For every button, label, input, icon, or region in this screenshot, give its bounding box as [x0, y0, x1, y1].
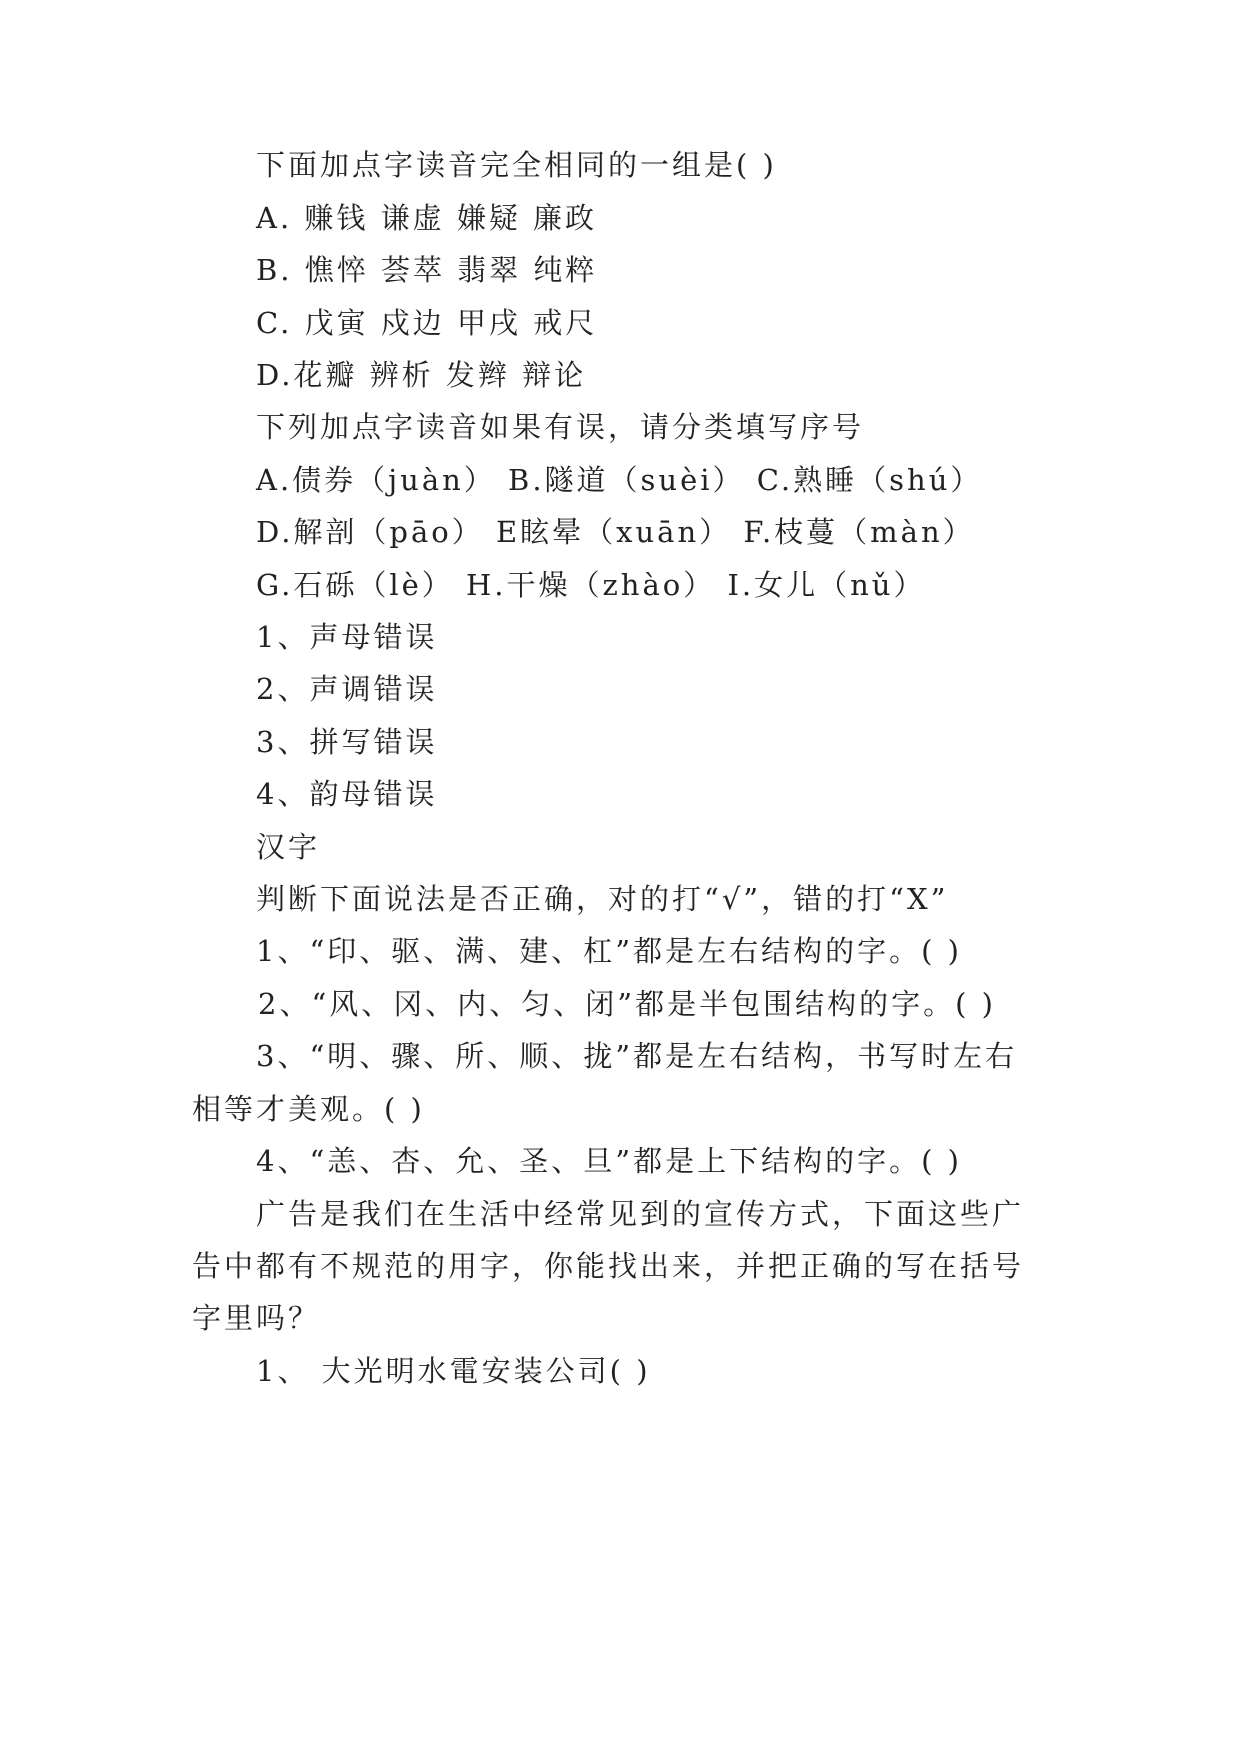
q2-items-row-3: G.石砾（lè） H.干燥（zhào） I.女儿（nǔ）	[256, 568, 926, 602]
q2-stem: 下列加点字读音如果有误，请分类填写序号	[256, 410, 865, 444]
q3-statement-3: 3、“明、骤、所、顺、拢”都是左右结构，书写时左右	[256, 1039, 1018, 1073]
q3-statement-3-cont: 相等才美观。( )	[192, 1092, 425, 1126]
q2-items-row-1: A.债券（juàn） B.隧道（suèi） C.熟睡（shú）	[256, 463, 983, 497]
q4-paragraph-cont-2: 字里吗？	[192, 1301, 321, 1335]
q3-statement-1: 1、“印、驱、满、建、杠”都是左右结构的字。( )	[256, 934, 962, 968]
q1-option-a: A. 赚钱 谦虚 嫌疑 廉政	[256, 201, 598, 235]
q1-option-b: B. 憔悴 荟萃 翡翠 纯粹	[256, 253, 598, 287]
section-title: 汉字	[256, 830, 321, 864]
q4-item-1: 1、 大光明水電安装公司( )	[256, 1354, 651, 1388]
q2-category-1: 1、声母错误	[256, 620, 438, 654]
q2-items-row-2: D.解剖（pāo） E眩晕（xuān） F.枝蔓（màn）	[256, 515, 975, 549]
q2-category-2: 2、声调错误	[256, 672, 438, 706]
q3-statement-2: 2、“风、冈、内、匀、闭”都是半包围结构的字。( )	[258, 987, 996, 1021]
q1-option-c: C. 戊寅 戍边 甲戌 戒尺	[256, 306, 598, 340]
q1-stem: 下面加点字读音完全相同的一组是( )	[256, 148, 777, 182]
q3-stem: 判断下面说法是否正确，对的打“√”，错的打“X”	[256, 882, 949, 916]
q4-paragraph: 广告是我们在生活中经常见到的宣传方式，下面这些广	[256, 1197, 1025, 1231]
q1-option-d: D.花瓣 辨析 发辫 辩论	[256, 358, 587, 392]
q4-paragraph-cont-1: 告中都有不规范的用字，你能找出来，并把正确的写在括号	[192, 1249, 1025, 1283]
q2-category-3: 3、拼写错误	[256, 725, 438, 759]
q2-category-4: 4、韵母错误	[256, 777, 438, 811]
q3-statement-4: 4、“恙、杏、允、圣、旦”都是上下结构的字。( )	[256, 1144, 962, 1178]
